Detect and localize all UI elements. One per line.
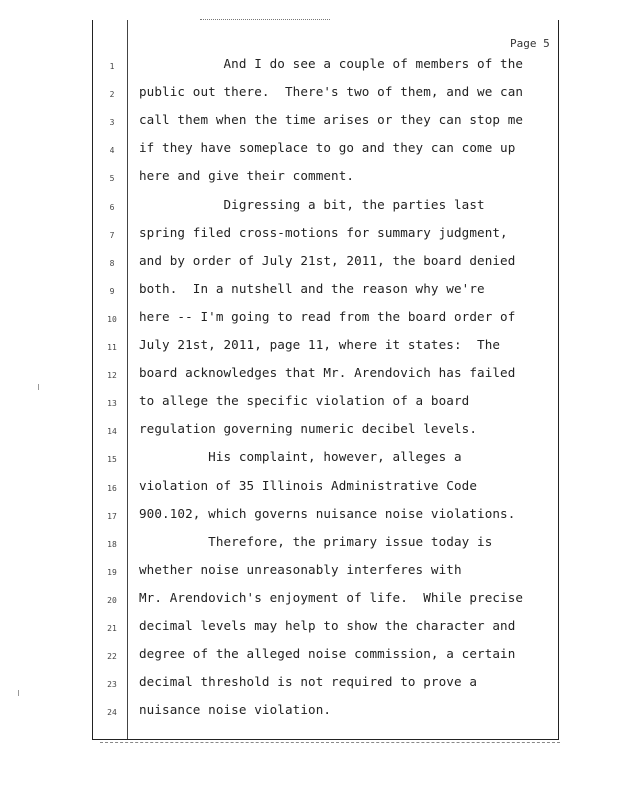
line-text: and by order of July 21st, 2011, the board denied [139, 252, 516, 268]
page-number: Page 5 [510, 37, 550, 50]
line-text: spring filed cross-motions for summary judgment, [139, 224, 508, 240]
transcript-line [0, 421, 618, 449]
line-number: 18 [107, 539, 117, 549]
line-text: And I do see a couple of members of the [139, 56, 524, 71]
transcript-line [0, 84, 618, 112]
line-number: 7 [109, 230, 115, 240]
transcript-line [0, 478, 618, 506]
line-number: 20 [107, 595, 117, 605]
line-number: 22 [107, 652, 117, 662]
line-text: violation of 35 Illinois Administrative Code [139, 477, 478, 493]
line-text: if they have someplace to go and they can come up [139, 140, 516, 156]
line-text: His complaint, however, alleges a [139, 449, 462, 465]
line-text: Therefore, the primary issue today is [139, 533, 493, 549]
transcript-line [0, 534, 618, 562]
line-number: 6 [109, 202, 115, 212]
transcript-line [0, 225, 618, 253]
line-number: 12 [107, 371, 117, 381]
line-number: 24 [107, 708, 117, 718]
line-text: public out there. There's two of them, and we can [139, 84, 524, 100]
line-text: Mr. Arendovich's enjoyment of life. While precise [139, 589, 524, 605]
line-number: 11 [107, 343, 117, 352]
line-text: whether noise unreasonably interferes with [139, 561, 462, 577]
line-number: 19 [107, 567, 117, 577]
line-text: decimal threshold is not required to prove a [139, 674, 478, 690]
transcript-line [0, 112, 618, 140]
line-text: to allege the specific violation of a board [139, 393, 470, 409]
transcript-line [0, 674, 618, 702]
bottom-rule [92, 739, 559, 740]
line-text: Digressing a bit, the parties last [139, 196, 485, 212]
transcript-line [0, 562, 618, 590]
bottom-scan-marks [100, 742, 560, 746]
transcript-line [0, 506, 618, 534]
line-text: regulation governing numeric decibel levels. [139, 421, 478, 437]
line-text: both. In a nutshell and the reason why we're [139, 280, 485, 296]
line-number: 21 [107, 624, 117, 633]
line-number: 2 [109, 90, 115, 100]
line-text: 900.102, which governs nuisance noise violations. [139, 505, 516, 521]
transcript-line [0, 253, 618, 281]
line-number: 3 [109, 118, 115, 128]
transcript-line [0, 646, 618, 674]
transcript-line [0, 337, 618, 365]
transcript-line [0, 618, 618, 646]
line-number: 1 [109, 62, 115, 71]
line-number: 15 [107, 455, 117, 465]
line-text: July 21st, 2011, page 11, where it states: The [139, 337, 501, 352]
transcript-line [0, 140, 618, 168]
transcript-line [0, 56, 618, 84]
transcript-line [0, 168, 618, 196]
line-text: degree of the alleged noise commission, a certain [139, 646, 516, 662]
transcript-line [0, 590, 618, 618]
line-text: board acknowledges that Mr. Arendovich has failed [139, 365, 516, 381]
line-text: call them when the time arises or they can stop me [139, 112, 524, 128]
line-text: decimal levels may help to show the character and [139, 618, 516, 633]
line-number: 9 [109, 286, 115, 296]
line-text: here -- I'm going to read from the board order of [139, 308, 516, 324]
top-scan-marks [200, 19, 330, 22]
line-number: 10 [107, 314, 117, 324]
line-text: nuisance noise violation. [139, 702, 332, 718]
line-number: 4 [109, 146, 115, 156]
line-number: 8 [109, 258, 115, 268]
transcript-line [0, 281, 618, 309]
line-number: 14 [107, 427, 117, 437]
line-number: 17 [107, 511, 117, 521]
transcript-line [0, 309, 618, 337]
transcript-line [0, 702, 618, 730]
transcript-line [0, 365, 618, 393]
transcript-line [0, 197, 618, 225]
line-number: 16 [107, 483, 117, 493]
transcript-line [0, 393, 618, 421]
line-number: 13 [107, 399, 117, 409]
line-number: 5 [109, 174, 115, 184]
line-text: here and give their comment. [139, 168, 355, 184]
line-number: 23 [107, 680, 117, 690]
transcript-line [0, 449, 618, 477]
